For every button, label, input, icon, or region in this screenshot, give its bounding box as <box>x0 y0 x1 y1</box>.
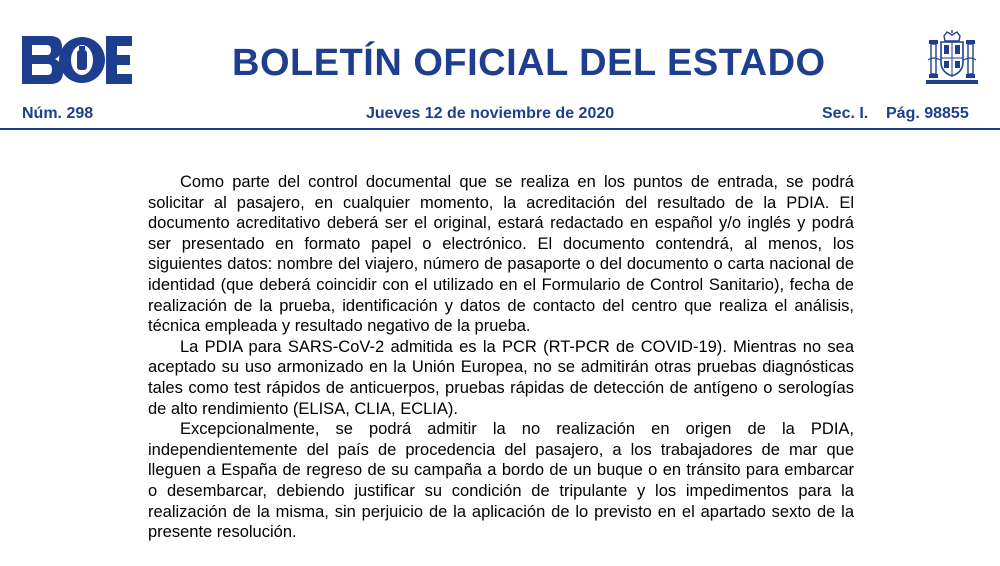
boe-logo <box>22 36 132 84</box>
issue-date: Jueves 12 de noviembre de 2020 <box>366 105 615 122</box>
paragraph: Como parte del control documental que se realiza en los puntos de entrada, se podrá solicitar al pasajero, en cualquier momento, la acreditación del resultado de la PDIA. El documento acreditativo deberá ser el original, estará redactado en español y/o inglés y podrá ser presentado en formato papel o electrónico. El documento contendrá, al menos, los siguientes datos: nombre del viajero, número de pasaporte o del documento o carta nacional de identidad (que deberá coincidir con el utilizado en el Formulario de Control Sanitario), fecha de realización de la prueba, identificación y datos de contacto del centro que realiza el análisis, técnica empleada y resultado negativo de la prueba. <box>148 173 854 336</box>
boe-logo-graphic <box>22 36 132 84</box>
document-body <box>148 172 854 543</box>
header-divider <box>0 128 1000 130</box>
issue-number: Núm. 298 <box>22 105 94 122</box>
document-header <box>0 0 1000 130</box>
paragraph: Excepcionalmente, se podrá admitir la no realización en origen de la PDIA, independientemente del país de procedencia del pasajero, a los trabajadores de mar que lleguen a España de regreso de su campaña a bordo de un buque o en tránsito para embarcar o desembarcar, debiendo justificar su condición de tripulante y los impedimentos para la realización de la misma, sin perjuicio de la aplicación de lo previsto en el apartado sexto de la presente resolución. <box>148 420 854 542</box>
spanish-coat-of-arms-icon <box>926 30 978 86</box>
section-label: Sec. I. <box>822 105 869 122</box>
publication-title: BOLETÍN OFICIAL DEL ESTADO <box>232 42 826 84</box>
paragraph: La PDIA para SARS-CoV-2 admitida es la PCR (RT-PCR de COVID-19). Mientras no sea aceptado su uso armonizado en la Unión Europea, no se admitirán otras pruebas diagnósticas tales como test rápidos de anticuerpos, pruebas rápidas de detección de antígeno o serologías de alto rendimiento (ELISA, CLIA, ECLIA). <box>148 337 854 418</box>
page-number: Pág. 98855 <box>886 105 969 122</box>
